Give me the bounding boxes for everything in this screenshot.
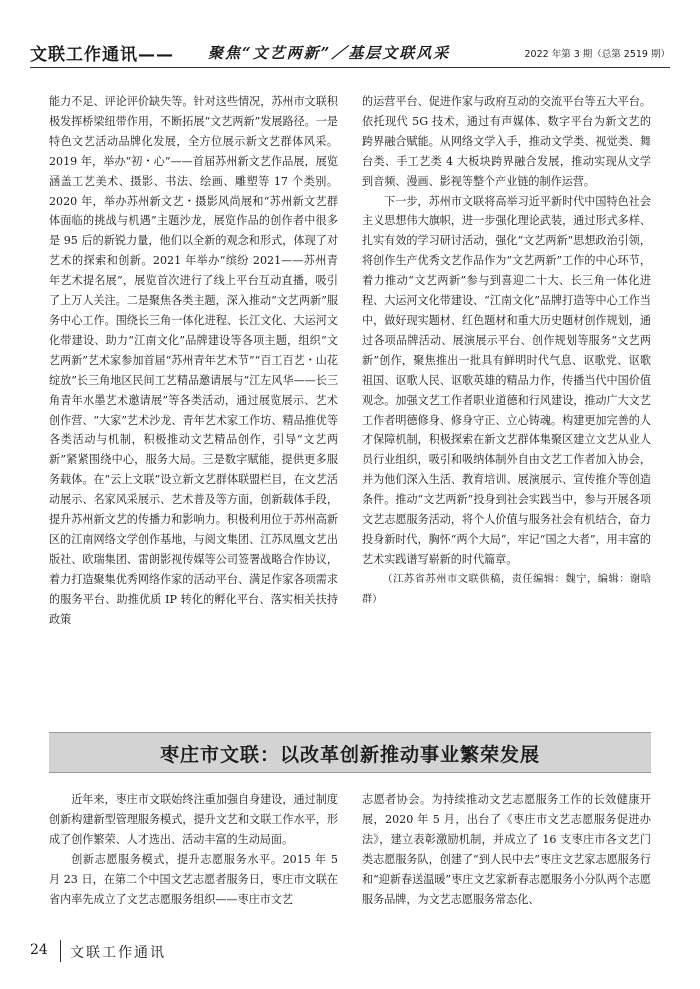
paragraph: 下一步，苏州市文联将高举习近平新时代中国特色社会主义思想伟大旗帜，进一步强化理论武装，通过形式多样、扎实有效的学习研讨活动，强化“文艺两新”思想政治引领，将创作生产优秀文艺作品作为“文艺两新”工作的中心环节，着力推动“文艺两新”参与到喜迎二十大、长三角一体化进程、大运河文化带建设、“江南文化”品牌打造等中心工作当中，做好现实题材、红色题材和重大历史题材创作规划，通过各项品牌活动、展演展示平台、创作规划等服务“文艺两新”创作，聚焦推出一批具有鲜明时代气息、讴歌党、讴歌祖国、讴歌人民、讴歌英雄的精品力作，传播当代中国价值观念。加强文艺工作者职业道德和行风建设，推动广大文艺工作者明德修身、修身守正、立心铸魂。构建更加完善的人才保障机制，积极探索在新文艺群体集聚区建立文艺从业人员行业组织，吸引和吸纳体制外自由文艺工作者加入协会，并为他们深入生活、教育培训、展演展示、宣传推介等创造条件。推动“文艺两新”投身到社会实践当中，参与开展各项文艺志愿服务活动，将个人价值与服务社会有机结合，奋力投身新时代，胸怀“两个大局”，牢记“国之大者”，用丰富的艺术实践谱写崭新的时代篇章。 (362, 194, 651, 566)
publication-brand: 文联工作通讯—— (30, 45, 174, 65)
paragraph: 的运营平台、促进作家与政府互动的交流平台等五大平台。依托现代 5G 技术，通过有声媒体、数字平台为新文艺的跨界融合赋能。从网络文学入手，推动文学类、视觉类、舞台类、手工艺类 4 大板块跨界融合发展，推动实现从文学到音频、漫画、影视等整个产业链的制作运营。 (362, 95, 651, 188)
article-title-banner (49, 732, 651, 773)
header-rule (30, 67, 670, 68)
article-title: 枣庄市文联：以改革创新推动事业繁荣发展 (159, 744, 540, 766)
article-credit: （江苏省苏州市文联供稿，责任编辑：魏宁，编辑：谢晗群） (362, 573, 651, 605)
footer-divider (60, 940, 61, 962)
header-slogan: 聚焦“文艺两新”／基层文联风采 (208, 44, 451, 62)
article1-right-column (362, 92, 651, 610)
page-header (30, 40, 670, 66)
issue-info: 2022 年第 3 期（总第 2519 期） (524, 49, 670, 60)
article2-left-column (49, 790, 338, 909)
footer-publication-name: 文联工作通讯 (70, 945, 166, 961)
paragraph: 能力不足、评论评价缺失等。针对这些情况，苏州市文联积极发挥桥梁纽带作用，不断拓展“文艺两新”发展路径。一是特色文艺活动品牌化发展，全方位展示新文艺群体风采。2019 年，举办“初・心”——首届苏州新文艺作品展，展览涵盖工艺美术、摄影、书法、绘画、雕塑等 17 个类别。2020 年，举办苏州新文艺・摄影风尚展和“苏州新文艺群体面临的挑战与机遇”主题沙龙，展览作品的创作者中很多是 95 后的新锐力量，他们以全新的观念和形式，体现了对艺术的探索和创新。2021 年举办“缤纷 2021——苏州青年艺术提名展”，展览首次进行了线上平台互动直播，吸引了上万人关注。二是聚焦各类主题，深入推动“文艺两新”服务中心工作。围绕长三角一体化进程、长江文化、大运河文化带建设、助力“江南文化”品牌建设等各项主题，组织“文艺两新”艺术家参加首届“苏州青年艺术节”“百工百艺・山花绽放”长三角地区民间工艺精品邀请展与“江左风华——长三角青年水墨艺术邀请展”等各类活动，通过展览展示、艺术创作营、“大家”艺术沙龙、青年艺术家工作坊、精品推优等各类活动与机制，积极推动文艺精品创作，引导“文艺两新”紧紧围绕中心，服务大局。三是数字赋能，提供更多服务载体。在“云上文联”设立新文艺群体联盟栏目，在文艺活动展示、名家风采展示、艺术普及等方面，创新载体手段，提升苏州新文艺的传播力和影响力。积极利用位于苏州高新区的江南网络文学创作基地，与阅文集团、江苏凤凰文艺出版社、欧瑞集团、雷朗影视传媒等公司签署战略合作协议，着力打造聚集优秀网络作家的活动平台、满足作家各项需求的服务平台、助推优质 IP 转化的孵化平台、落实相关扶持政策 (49, 95, 338, 626)
page-number: 24 (30, 942, 48, 958)
paragraph: 志愿者协会。为持续推动文艺志愿服务工作的长效健康开展，2020 年 5 月，出台了《枣庄市文艺志愿服务促进办法》，建立表彰激励机制，并成立了 16 支枣庄市各文艺门类志愿服务队，创建了“到人民中去”枣庄文艺家志愿服务行和“迎新春送温暖”枣庄文艺家新春志愿服务小分队两个志愿服务品牌，为文艺志愿服务常态化、 (362, 793, 651, 906)
article2-right-column (362, 790, 651, 909)
paragraph: 近年来，枣庄市文联始终注重加强自身建设，通过制度创新构建新型管理服务模式，提升文艺和文联工作水平，形成了创作繁荣、人才选出、活动丰富的生动局面。 (49, 793, 338, 846)
article1-left-column (49, 92, 338, 629)
paragraph: 创新志愿服务模式，提升志愿服务水平。2015 年 5 月 23 日，在第二个中国文艺志愿者服务日，枣庄市文联在省内率先成立了文艺志愿服务组织——枣庄市文艺 (49, 852, 338, 906)
